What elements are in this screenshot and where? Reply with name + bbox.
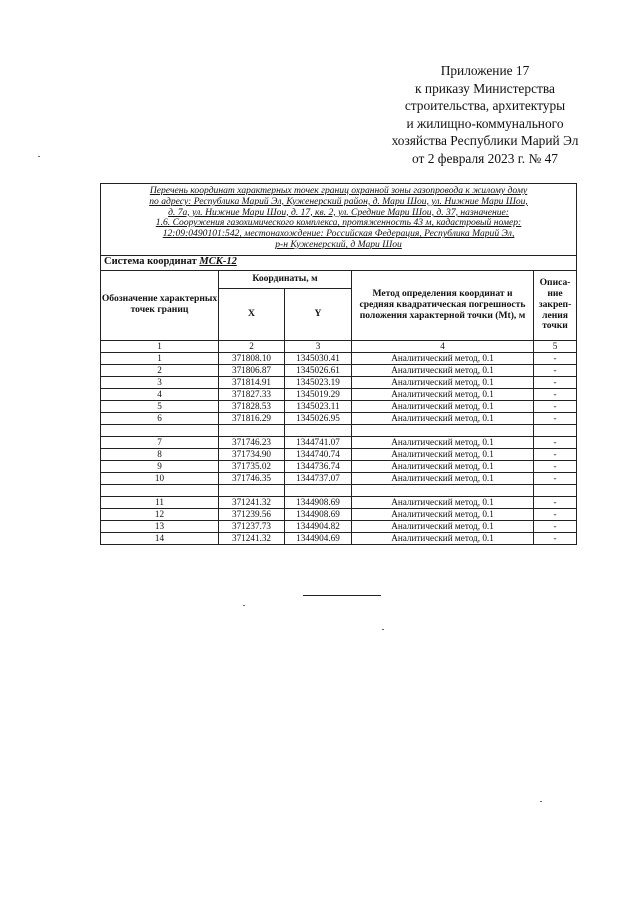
table-row (101, 496, 577, 508)
scan-speck (38, 156, 40, 157)
group-separator-row (101, 484, 577, 496)
x-coordinate: 371735.02 (219, 460, 285, 472)
point-number: 10 (101, 472, 219, 484)
coordinate-system (101, 255, 577, 270)
point-number: 3 (101, 376, 219, 388)
header-designation: Обозначение характерных точек границ (101, 270, 219, 340)
x-coordinate: 371237.73 (219, 520, 285, 532)
table-row (101, 448, 577, 460)
table-row (101, 364, 577, 376)
point-number: 13 (101, 520, 219, 532)
point-number: 9 (101, 460, 219, 472)
table-row (101, 388, 577, 400)
appendix-line: и жилищно-коммунального (406, 115, 564, 131)
method-value: Аналитический метод, 0.1 (352, 496, 534, 508)
x-coordinate: 371827.33 (219, 388, 285, 400)
point-number: 7 (101, 436, 219, 448)
method-value: Аналитический метод, 0.1 (352, 460, 534, 472)
header-coordinates: Координаты, м (219, 270, 352, 288)
column-number: 2 (219, 340, 285, 352)
y-coordinate: 1344737.07 (285, 472, 352, 484)
method-value: Аналитический метод, 0.1 (352, 532, 534, 544)
description-value: - (534, 400, 577, 412)
table-row (101, 520, 577, 532)
table-row (101, 472, 577, 484)
y-coordinate: 1344741.07 (285, 436, 352, 448)
x-coordinate: 371239.56 (219, 508, 285, 520)
list-title-line: р-н Куженерский, д Мари Шои (275, 238, 402, 250)
y-coordinate: 1345023.19 (285, 376, 352, 388)
table-row (101, 508, 577, 520)
empty-cell (285, 424, 352, 436)
description-value: - (534, 532, 577, 544)
description-value: - (534, 496, 577, 508)
y-coordinate: 1344904.82 (285, 520, 352, 532)
point-number: 14 (101, 532, 219, 544)
appendix-line: хозяйства Республики Марий Эл (391, 133, 579, 149)
method-value: Аналитический метод, 0.1 (352, 376, 534, 388)
description-value: - (534, 364, 577, 376)
description-value: - (534, 448, 577, 460)
empty-cell (534, 424, 577, 436)
description-value: - (534, 508, 577, 520)
scan-speck (382, 629, 384, 630)
point-number: 11 (101, 496, 219, 508)
point-number: 1 (101, 352, 219, 364)
appendix-line: строительства, архитектуры (404, 98, 566, 114)
method-value: Аналитический метод, 0.1 (352, 388, 534, 400)
table-row (101, 460, 577, 472)
table-row (101, 352, 577, 364)
y-coordinate: 1344908.69 (285, 508, 352, 520)
column-number: 1 (101, 340, 219, 352)
coordinate-system-value: МСК-12 (199, 256, 237, 268)
description-value: - (534, 436, 577, 448)
method-value: Аналитический метод, 0.1 (352, 352, 534, 364)
method-value: Аналитический метод, 0.1 (352, 400, 534, 412)
list-title-line: Перечень координат характерных точек границ охранной зоны газопровода к жилому дому (149, 185, 528, 196)
point-number: 2 (101, 364, 219, 376)
list-title-line: по адресу: Республика Марий Эл, Куженерский район, д. Мари Шои, ул. Нижние Мари Шои, (149, 195, 528, 207)
x-coordinate: 371241.32 (219, 532, 285, 544)
y-coordinate: 1344740.74 (285, 448, 352, 460)
x-coordinate: 371734.90 (219, 448, 285, 460)
column-number-row (101, 340, 577, 352)
method-value: Аналитический метод, 0.1 (352, 520, 534, 532)
description-value: - (534, 520, 577, 532)
x-coordinate: 371816.29 (219, 412, 285, 424)
column-number: 4 (352, 340, 534, 352)
x-coordinate: 371746.35 (219, 472, 285, 484)
list-title (101, 184, 577, 256)
appendix-header (355, 62, 615, 168)
coordinates-table (100, 183, 577, 545)
group-separator-row (101, 424, 577, 436)
point-number: 4 (101, 388, 219, 400)
method-value: Аналитический метод, 0.1 (352, 364, 534, 376)
appendix-line: к приказу Министерства (415, 80, 555, 96)
method-value: Аналитический метод, 0.1 (352, 436, 534, 448)
empty-cell (352, 484, 534, 496)
x-coordinate: 371746.23 (219, 436, 285, 448)
empty-cell (352, 424, 534, 436)
list-title-line: д. 7а, ул. Нижние Мари Шои, д. 17, кв. 2, ул. Средние Мари Шои, д. 37, назначение: (168, 206, 509, 218)
footer-rule (303, 595, 381, 596)
empty-cell (219, 484, 285, 496)
x-coordinate: 371828.53 (219, 400, 285, 412)
point-number: 8 (101, 448, 219, 460)
empty-cell (285, 484, 352, 496)
y-coordinate: 1345019.29 (285, 388, 352, 400)
y-coordinate: 1345026.61 (285, 364, 352, 376)
method-value: Аналитический метод, 0.1 (352, 412, 534, 424)
point-number: 6 (101, 412, 219, 424)
empty-cell (219, 424, 285, 436)
column-number: 3 (285, 340, 352, 352)
list-title-line: 12:09:0490101:542, местонахождение: Российская Федерация, Республика Марий Эл, (162, 228, 515, 240)
table-row (101, 436, 577, 448)
y-coordinate: 1345030.41 (285, 352, 352, 364)
x-coordinate: 371806.87 (219, 364, 285, 376)
header-description: Описа-ние закреп-ления точки (534, 270, 577, 340)
description-value: - (534, 388, 577, 400)
empty-cell (101, 484, 219, 496)
empty-cell (534, 484, 577, 496)
y-coordinate: 1344904.69 (285, 532, 352, 544)
y-coordinate: 1344908.69 (285, 496, 352, 508)
x-coordinate: 371808.10 (219, 352, 285, 364)
description-value: - (534, 460, 577, 472)
header-y: Y (285, 288, 352, 340)
table-row (101, 532, 577, 544)
description-value: - (534, 352, 577, 364)
table-row (101, 400, 577, 412)
method-value: Аналитический метод, 0.1 (352, 508, 534, 520)
column-number: 5 (534, 340, 577, 352)
x-coordinate: 371814.91 (219, 376, 285, 388)
empty-cell (101, 424, 219, 436)
method-value: Аналитический метод, 0.1 (352, 472, 534, 484)
appendix-line: от 2 февраля 2023 г. № 47 (412, 150, 558, 166)
y-coordinate: 1345023.11 (285, 400, 352, 412)
header-x: X (219, 288, 285, 340)
table-row (101, 412, 577, 424)
scan-speck (540, 801, 542, 802)
point-number: 12 (101, 508, 219, 520)
coordinate-system-label: Система координат (104, 256, 197, 268)
method-value: Аналитический метод, 0.1 (352, 448, 534, 460)
description-value: - (534, 412, 577, 424)
description-value: - (534, 376, 577, 388)
x-coordinate: 371241.32 (219, 496, 285, 508)
scan-speck (243, 605, 245, 606)
point-number: 5 (101, 400, 219, 412)
appendix-line: Приложение 17 (440, 63, 530, 78)
list-title-line: 1.6. Сооружения газохимического комплекса, протяженность 43 м, кадастровый номер: (155, 217, 522, 229)
header-method: Метод определения координат и средняя квадратическая погрешность положения характерной точки (Mt), м (352, 270, 534, 340)
description-value: - (534, 472, 577, 484)
y-coordinate: 1345026.95 (285, 412, 352, 424)
y-coordinate: 1344736.74 (285, 460, 352, 472)
table-row (101, 376, 577, 388)
